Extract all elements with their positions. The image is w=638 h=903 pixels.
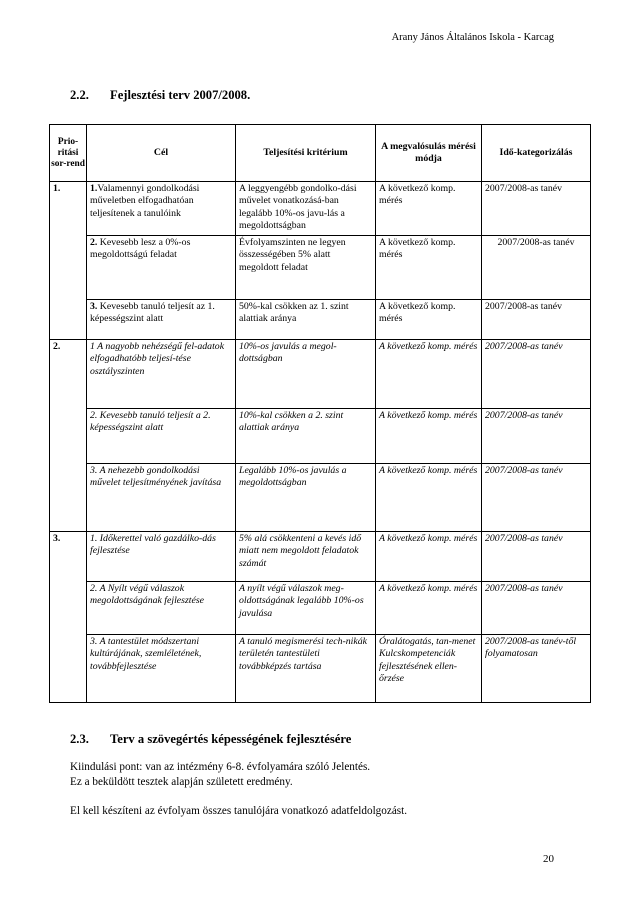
criterion-cell: Évfolyamszinten ne legyen összességében 5% alatt megoldott feladat — [236, 236, 376, 300]
table-row — [50, 464, 591, 532]
paragraph-line: Ez a beküldött tesztek alapján született eredmény. — [70, 776, 293, 788]
col-header-method: A megvalósulás mérési módja — [376, 125, 482, 182]
goal-cell: 1.Valamennyi gondolkodási műveletben elfogadhatóan teljesítenek a tanulóink — [87, 182, 236, 236]
paragraph-task: El kell készíteni az évfolyam összes tanulójára vonatkozó adatfeldolgozást. — [70, 805, 408, 817]
method-cell: A következő komp. mérés — [376, 340, 482, 409]
method-cell: A következő komp. mérés — [376, 532, 482, 582]
criterion-cell: 50%-kal csökken az 1. szint alattiak aránya — [236, 300, 376, 340]
section-number: 2.3. — [70, 732, 89, 746]
col-header-criterion: Teljesítési kritérium — [236, 125, 376, 182]
time-cell: 2007/2008-as tanév — [482, 532, 591, 582]
goal-cell: 2. Kevesebb lesz a 0%-os megoldottságú feladat — [87, 236, 236, 300]
method-cell: A következő komp. mérés — [376, 236, 482, 300]
table-row — [50, 300, 591, 340]
method-cell: Óralátogatás, tan-menet Kulcskompetenciák fejlesztésének ellen-őrzése — [376, 635, 482, 703]
time-cell: 2007/2008-as tanév — [482, 300, 591, 340]
col-header-time: Idő-kategorizálás — [482, 125, 591, 182]
table-row — [50, 236, 591, 300]
section-number: 2.2. — [70, 88, 89, 102]
table-row — [50, 340, 591, 409]
table-row — [50, 582, 591, 635]
priority-cell: 3. — [50, 532, 87, 703]
method-cell: A következő komp. mérés — [376, 582, 482, 635]
goal-cell: 2. A Nyílt végű válaszok megoldottságának fejlesztése — [87, 582, 236, 635]
time-cell: 2007/2008-as tanév — [482, 582, 591, 635]
method-cell: A következő komp. mérés — [376, 182, 482, 236]
time-cell: 2007/2008-as tanév-től folyamatosan — [482, 635, 591, 703]
time-cell: 2007/2008-as tanév — [482, 182, 591, 236]
criterion-cell: A leggyengébb gondolko-dási művelet vonatkozásá-ban legalább 10%-os javu-lás a megoldottságban — [236, 182, 376, 236]
goal-cell: 1. Időkerettel való gazdálko-dás fejlesztése — [87, 532, 236, 582]
section-title: Fejlesztési terv 2007/2008. — [110, 88, 251, 102]
col-header-priority: Prio-ritási sor-rend — [50, 125, 87, 182]
method-cell: A következő komp. mérés — [376, 409, 482, 464]
time-cell: 2007/2008-as tanév — [482, 236, 591, 300]
section-title: Terv a szövegértés képességének fejlesztésére — [110, 732, 352, 746]
paragraph-line: Kiindulási pont: van az intézmény 6-8. évfolyamára szóló Jelentés. — [70, 761, 371, 773]
section-heading-2-2 — [70, 88, 250, 103]
table-row — [50, 635, 591, 703]
goal-cell: 2. Kevesebb tanuló teljesít a 2. képességszint alatt — [87, 409, 236, 464]
page-number: 20 — [543, 853, 554, 865]
goal-cell: 3. A nehezebb gondolkodási művelet teljesítményének javítása — [87, 464, 236, 532]
time-cell: 2007/2008-as tanév — [482, 340, 591, 409]
table-row — [50, 409, 591, 464]
table-row — [50, 182, 591, 236]
page-header: Arany János Általános Iskola - Karcag — [391, 32, 554, 43]
criterion-cell: 10%-kal csökken a 2. szint alattiak aránya — [236, 409, 376, 464]
section-heading-2-3 — [70, 732, 351, 747]
priority-cell: 1. — [50, 182, 87, 340]
goal-cell: 1 A nagyobb nehézségű fel-adatok elfogadhatóbb teljesí-tése osztályszinten — [87, 340, 236, 409]
table-row — [50, 532, 591, 582]
goal-cell: 3. A tantestület módszertani kultúrájának, szemléletének, továbbfejlesztése — [87, 635, 236, 703]
criterion-cell: Legalább 10%-os javulás a megoldottságban — [236, 464, 376, 532]
paragraph-starting-point — [70, 760, 370, 790]
time-cell: 2007/2008-as tanév — [482, 409, 591, 464]
development-plan-table — [49, 124, 591, 703]
method-cell: A következő komp. mérés — [376, 464, 482, 532]
method-cell: A következő komp. mérés — [376, 300, 482, 340]
priority-cell: 2. — [50, 340, 87, 532]
criterion-cell: A nyílt végű válaszok meg-oldottságának legalább 10%-os javulása — [236, 582, 376, 635]
criterion-cell: A tanuló megismerési tech-nikák területén tantestületi továbbképzés tartása — [236, 635, 376, 703]
criterion-cell: 5% alá csökkenteni a kevés idő miatt nem megoldott feladatok számát — [236, 532, 376, 582]
criterion-cell: 10%-os javulás a megol-dottságban — [236, 340, 376, 409]
goal-cell: 3. Kevesebb tanuló teljesít az 1. képességszint alatt — [87, 300, 236, 340]
time-cell: 2007/2008-as tanév — [482, 464, 591, 532]
col-header-goal: Cél — [87, 125, 236, 182]
